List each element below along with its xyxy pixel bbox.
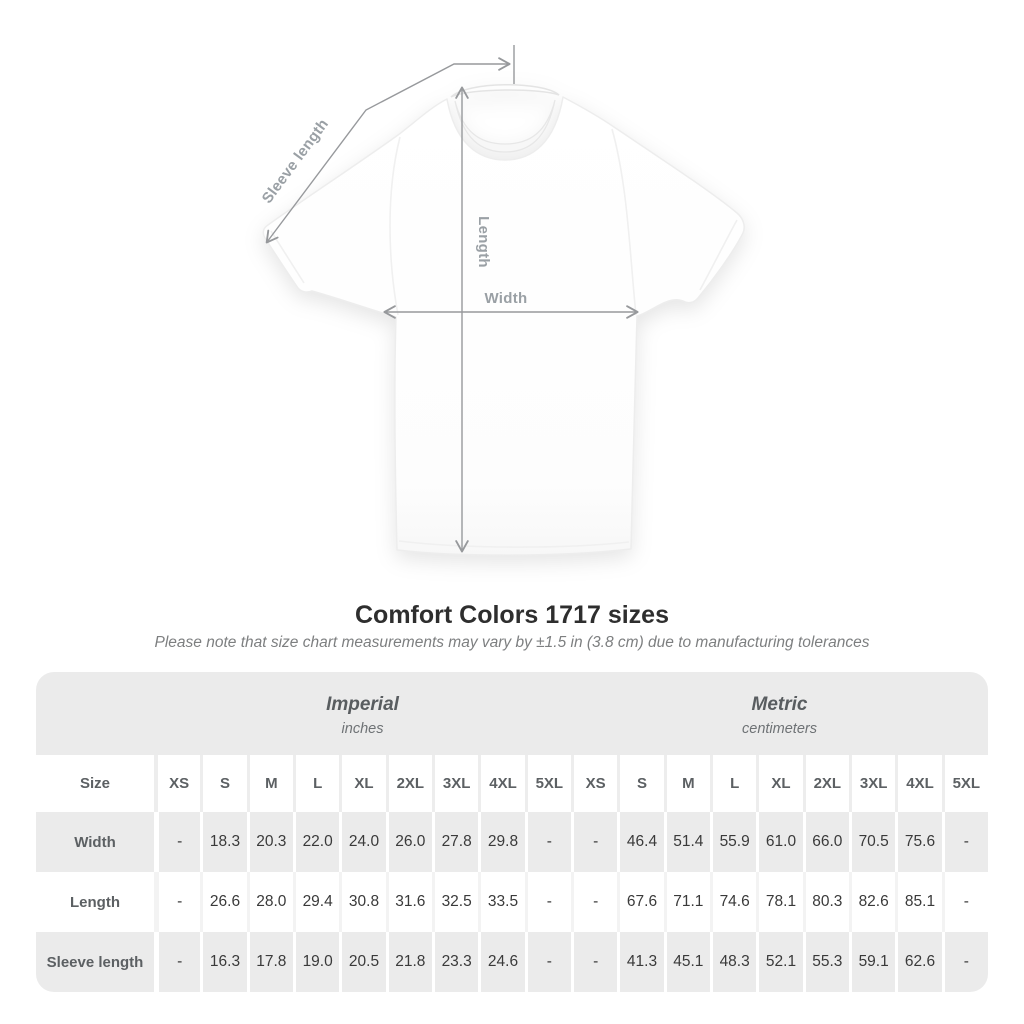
table-row xyxy=(36,932,988,992)
value-cell: 55.9 xyxy=(710,812,756,872)
value-cell: 26.6 xyxy=(200,872,246,932)
value-cell: 20.3 xyxy=(247,812,293,872)
value-cell: 29.8 xyxy=(478,812,524,872)
size-column-header: 2XL xyxy=(386,755,432,812)
size-table xyxy=(36,672,988,992)
value-cell: 33.5 xyxy=(478,872,524,932)
size-column-header: S xyxy=(617,755,663,812)
value-cell: 62.6 xyxy=(895,932,941,992)
value-cell: 16.3 xyxy=(200,932,246,992)
row-label: Length xyxy=(70,893,120,911)
value-cell: 31.6 xyxy=(386,872,432,932)
value-cell: 24.0 xyxy=(339,812,385,872)
value-cell: 46.4 xyxy=(617,812,663,872)
value-cell: - xyxy=(525,932,571,992)
value-cell: 74.6 xyxy=(710,872,756,932)
tshirt-image xyxy=(263,85,744,555)
size-column-header: 4XL xyxy=(895,755,941,812)
units-header-band xyxy=(36,672,988,755)
size-column-header: 5XL xyxy=(942,755,988,812)
value-cell: - xyxy=(571,932,617,992)
table-body xyxy=(36,812,988,992)
value-cell: 85.1 xyxy=(895,872,941,932)
value-cell: 30.8 xyxy=(339,872,385,932)
value-cell: 59.1 xyxy=(849,932,895,992)
value-cell: 45.1 xyxy=(664,932,710,992)
value-cell: - xyxy=(942,872,988,932)
size-column-header: XL xyxy=(756,755,802,812)
size-column-header: M xyxy=(247,755,293,812)
value-cell: 28.0 xyxy=(247,872,293,932)
page-title: Comfort Colors 1717 sizes xyxy=(355,601,669,629)
value-cell: 27.8 xyxy=(432,812,478,872)
metric-sublabel: centimeters xyxy=(742,721,817,737)
imperial-header xyxy=(154,672,571,755)
value-cell: 51.4 xyxy=(664,812,710,872)
value-cell: 66.0 xyxy=(803,812,849,872)
tolerance-note: Please note that size chart measurements may vary by ±1.5 in (3.8 cm) due to manufacturing tolerances xyxy=(154,634,870,651)
value-cell: - xyxy=(154,872,200,932)
row-label: Width xyxy=(74,833,116,851)
size-column-title: Size xyxy=(79,775,110,792)
value-cell: 29.4 xyxy=(293,872,339,932)
metric-header xyxy=(571,672,988,755)
value-cell: 71.1 xyxy=(664,872,710,932)
value-cell: 61.0 xyxy=(756,812,802,872)
value-cell: - xyxy=(525,812,571,872)
row-label: Sleeve length xyxy=(46,953,144,971)
column-header-row xyxy=(36,755,988,812)
size-column-header: XL xyxy=(339,755,385,812)
imperial-sublabel: inches xyxy=(341,721,384,737)
value-cell: 26.0 xyxy=(386,812,432,872)
size-column-header: 3XL xyxy=(849,755,895,812)
size-column-header: XS xyxy=(571,755,617,812)
value-cell: - xyxy=(571,872,617,932)
value-cell: 82.6 xyxy=(849,872,895,932)
value-cell: 24.6 xyxy=(478,932,524,992)
value-cell: - xyxy=(154,812,200,872)
value-cell: 19.0 xyxy=(293,932,339,992)
value-cell: 67.6 xyxy=(617,872,663,932)
value-cell: 55.3 xyxy=(803,932,849,992)
size-column-header: L xyxy=(710,755,756,812)
size-column-header: S xyxy=(200,755,246,812)
sleeve-length-label: Sleeve length xyxy=(258,115,333,207)
value-cell: 48.3 xyxy=(710,932,756,992)
value-cell: 80.3 xyxy=(803,872,849,932)
value-cell: 20.5 xyxy=(339,932,385,992)
value-cell: - xyxy=(154,932,200,992)
value-cell: 41.3 xyxy=(617,932,663,992)
size-column-header: 3XL xyxy=(432,755,478,812)
value-cell: 70.5 xyxy=(849,812,895,872)
value-cell: 18.3 xyxy=(200,812,246,872)
value-cell: 21.8 xyxy=(386,932,432,992)
value-cell: 32.5 xyxy=(432,872,478,932)
table-row xyxy=(36,812,988,872)
units-band-corner xyxy=(36,672,154,755)
value-cell: 78.1 xyxy=(756,872,802,932)
value-cell: 22.0 xyxy=(293,812,339,872)
value-cell: 17.8 xyxy=(247,932,293,992)
table-row xyxy=(36,872,988,932)
size-column-header: M xyxy=(664,755,710,812)
imperial-label: Imperial xyxy=(326,694,399,715)
size-column-header: 2XL xyxy=(803,755,849,812)
value-cell: - xyxy=(942,932,988,992)
length-label: Length xyxy=(475,216,492,268)
size-column-header: XS xyxy=(154,755,200,812)
size-column-header: 5XL xyxy=(525,755,571,812)
value-cell: - xyxy=(571,812,617,872)
metric-label: Metric xyxy=(751,694,808,715)
value-cell: 23.3 xyxy=(432,932,478,992)
value-cell: 52.1 xyxy=(756,932,802,992)
size-column-header: L xyxy=(293,755,339,812)
value-cell: - xyxy=(525,872,571,932)
size-column-header: 4XL xyxy=(478,755,524,812)
width-label: Width xyxy=(484,290,528,307)
value-cell: - xyxy=(942,812,988,872)
value-cell: 75.6 xyxy=(895,812,941,872)
